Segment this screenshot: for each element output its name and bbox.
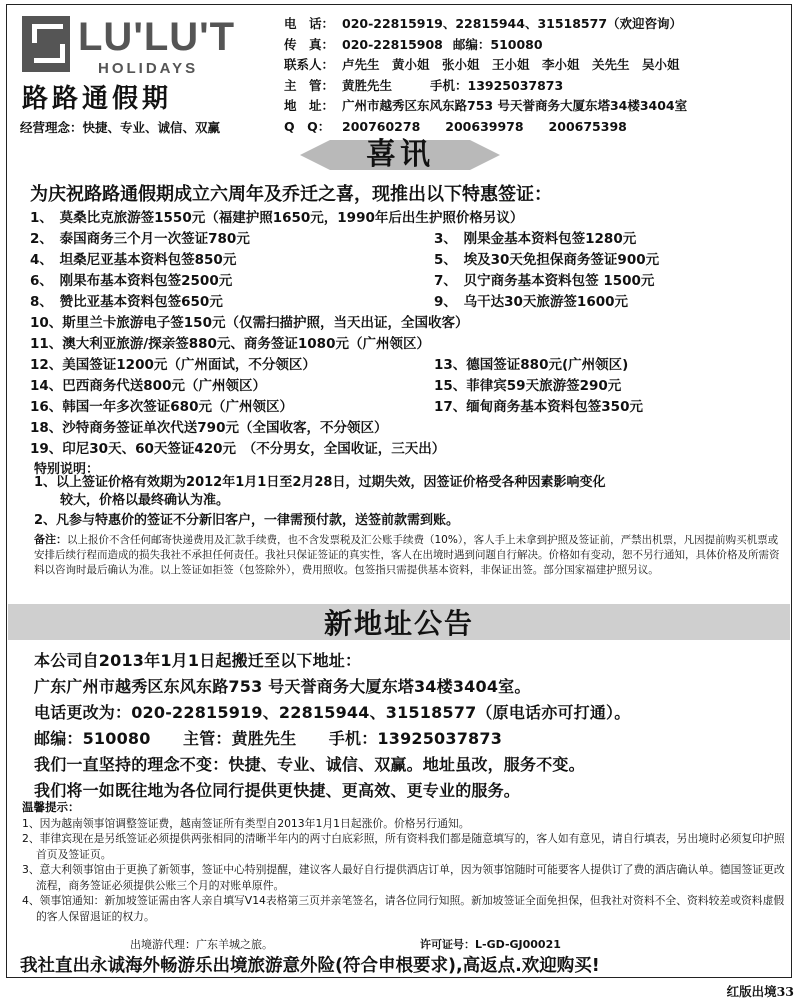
remark-text: 以上报价不含任何邮寄快递费用及汇款手续费，也不含发票税及汇公账手续费（10%），客人手上未拿到护照及签证前，严禁出机票，凡因提前购买机票或安排后续行程而造成的损失我社不承担任何责任。我社只保证签证的真实性，客人在出境时遇到问题自行解决。价格如有变动，恕不另行通知，具体价格及所需资料以咨询时最后确认为准。以上签证如拒签（包签除外），费用照收。包签指只需提供基本资料，非保证出签。部分国家福建护照另议。 <box>34 534 780 576</box>
qq-label: Q Q： <box>284 118 331 134</box>
manager-value: 黄胜先生 <box>342 77 393 93</box>
address-label: 地 址： <box>284 98 335 113</box>
new-address-title: 新地址公告 <box>323 607 474 640</box>
special-note-1-line-2: 较大，价格以最终确认为准。 <box>34 493 230 508</box>
special-note-1-line-1: 1、以上签证价格有效期为2012年1月1日至2月28日，过期失效，因签证价格受各种因素影响变化 <box>34 475 606 490</box>
good-news-banner <box>300 136 500 176</box>
special-note-2: 2、凡参与特惠价的签证不分新旧客户，一律需预付款，送签前款需到账。 <box>34 513 460 528</box>
offer-item: 15、菲律宾59天旅游签290元 <box>434 378 622 394</box>
manager-row <box>284 76 794 97</box>
new-address-line-5: 我们一直坚持的理念不变：快捷、专业、诚信、双赢。地址虽改，服务不变。 <box>34 755 585 774</box>
new-address-line-1: 本公司自2013年1月1日起搬迁至以下地址： <box>34 651 362 670</box>
offer-item: 1、 莫桑比克旅游签1550元（福建护照1650元，1990年后出生护照价格另议） <box>30 210 524 226</box>
offer-item: 8、 赞比亚基本资料包签650元 <box>30 294 223 310</box>
postcode-value: 邮编：510080 <box>452 36 543 52</box>
offer-item: 3、 刚果金基本资料包签1280元 <box>434 231 637 247</box>
header <box>8 8 790 134</box>
license-number: 许可证号：L-GD-GJ00021 <box>420 938 561 951</box>
offer-item: 4、 坦桑尼亚基本资料包签850元 <box>30 252 237 268</box>
offer-item: 12、美国签证1200元（广州面试，不分领区） <box>30 357 316 373</box>
offer-item: 19、印尼30天、60天签证420元 （不分男女，全国收证，三天出） <box>30 441 446 457</box>
tip-item: 3、意大利领事馆由于更换了新领事，签证中心特别提醒，建议客人最好自行提供酒店订单，因为领事馆随时可能要客人提供订了费的酒店确认单。德国签证更改流程，商务签证必须提供公账三个月的对账单原件。 <box>22 863 785 892</box>
new-address-line-3: 电话更改为：020-22815919、22815944、31518577（原电话亦可打通）。 <box>34 703 631 722</box>
logo-subtitle: HOLIDAYS <box>98 60 199 77</box>
promo-headline: 为庆祝路路通假期成立六周年及乔迁之喜，现推出以下特惠签证： <box>30 184 552 205</box>
tips-block <box>22 800 788 924</box>
logo-mark-icon <box>22 16 70 72</box>
phone-label: 电 话： <box>284 16 335 31</box>
fax-row <box>284 35 794 56</box>
offer-item: 5、 埃及30天免担保商务签证900元 <box>434 252 660 268</box>
tip-item: 1、因为越南领事馆调整签证费，越南签证所有类型自2013年1月1日起涨价。价格另行通知。 <box>22 816 470 830</box>
phone-value: 020-22815919、22815944、31518577（欢迎咨询） <box>342 16 683 31</box>
offer-item: 14、巴西商务代送800元（广州领区） <box>30 378 266 394</box>
insurance-promo: 我社直出永诚海外畅游乐出境旅游意外险(符合申根要求),高返点.欢迎购买! <box>20 956 600 976</box>
offer-item: 13、德国签证880元(广州领区) <box>434 357 629 373</box>
offer-item: 17、缅甸商务基本资料包签350元 <box>434 399 643 415</box>
tip-item: 2、菲律宾现在是另纸签证必须提供两张相同的清晰半年内的两寸白底彩照，所有资料我们都是随意填写的，客人如有意见，请自行填表，另出境时必须复印护照首页及签证页。 <box>22 832 785 861</box>
offer-item: 10、斯里兰卡旅游电子签150元（仅需扫描护照，当天出证，全国收客） <box>30 315 469 331</box>
new-address-line-2: 广东广州市越秀区东风东路753 号天誉商务大厦东塔34楼3404室。 <box>34 677 531 696</box>
contacts-row <box>284 55 794 76</box>
qq-value: 200760278 200639978 200675398 <box>342 118 627 134</box>
page-footer: 红版出境33 <box>726 984 794 999</box>
offer-item: 6、 刚果布基本资料包签2500元 <box>30 273 233 289</box>
fax-label: 传 真： <box>284 36 335 52</box>
company-logo <box>16 14 266 134</box>
agency-note: 出境游代理：广东羊城之旅。 <box>130 938 273 951</box>
tip-item: 4、领事馆通知：新加坡签证需由客人亲自填写V14表格第三页并亲笔签名，请各位同行知照。新加坡签证全面免担保，但我社对资料不全、资料较差或资料虚假的客人保留退证的权力。 <box>22 894 785 923</box>
contact-block <box>284 14 794 137</box>
offer-item: 18、沙特商务签证单次代送790元（全国收客，不分领区） <box>30 420 388 436</box>
phone-row <box>284 14 794 35</box>
new-address-line-6: 我们将一如既往地为各位同行提供更快捷、更高效、更专业的服务。 <box>34 781 521 800</box>
mobile-value: 手机：13925037873 <box>430 77 564 93</box>
banner-text: 喜讯 <box>366 137 434 172</box>
offer-item: 11、澳大利亚旅游/探亲签880元、商务签证1080元（广州领区） <box>30 336 430 352</box>
logo-english-name: LU'LU'T <box>78 15 236 59</box>
remark-block <box>34 532 784 578</box>
offer-item: 7、 贝宁商务基本资料包签 1500元 <box>434 273 655 289</box>
tips-title: 温馨提示： <box>22 800 80 814</box>
new-address-line-4: 邮编：510080 主管：黄胜先生 手机：13925037873 <box>34 729 503 748</box>
logo-chinese-name: 路路通假期 <box>22 84 173 114</box>
contacts-value: 卢先生 黄小姐 张小姐 王小姐 李小姐 关先生 吴小姐 <box>342 57 680 72</box>
address-value: 广州市越秀区东风东路753 号天誉商务大厦东塔34楼3404室 <box>342 98 688 113</box>
fax-value: 020-22815908 <box>342 36 443 52</box>
offer-item: 2、 泰国商务三个月一次签证780元 <box>30 231 250 247</box>
contacts-label: 联系人： <box>284 57 335 72</box>
qq-row <box>284 117 794 138</box>
remark-label: 备注： <box>34 533 67 546</box>
address-row <box>284 96 794 117</box>
business-slogan: 经营理念：快捷、专业、诚信、双赢 <box>20 120 221 135</box>
offer-item: 16、韩国一年多次签证680元（广州领区） <box>30 399 293 415</box>
manager-label: 主 管： <box>284 77 335 93</box>
offer-item: 9、 乌干达30天旅游签1600元 <box>434 294 629 310</box>
special-notes-title: 特别说明： <box>34 462 100 477</box>
